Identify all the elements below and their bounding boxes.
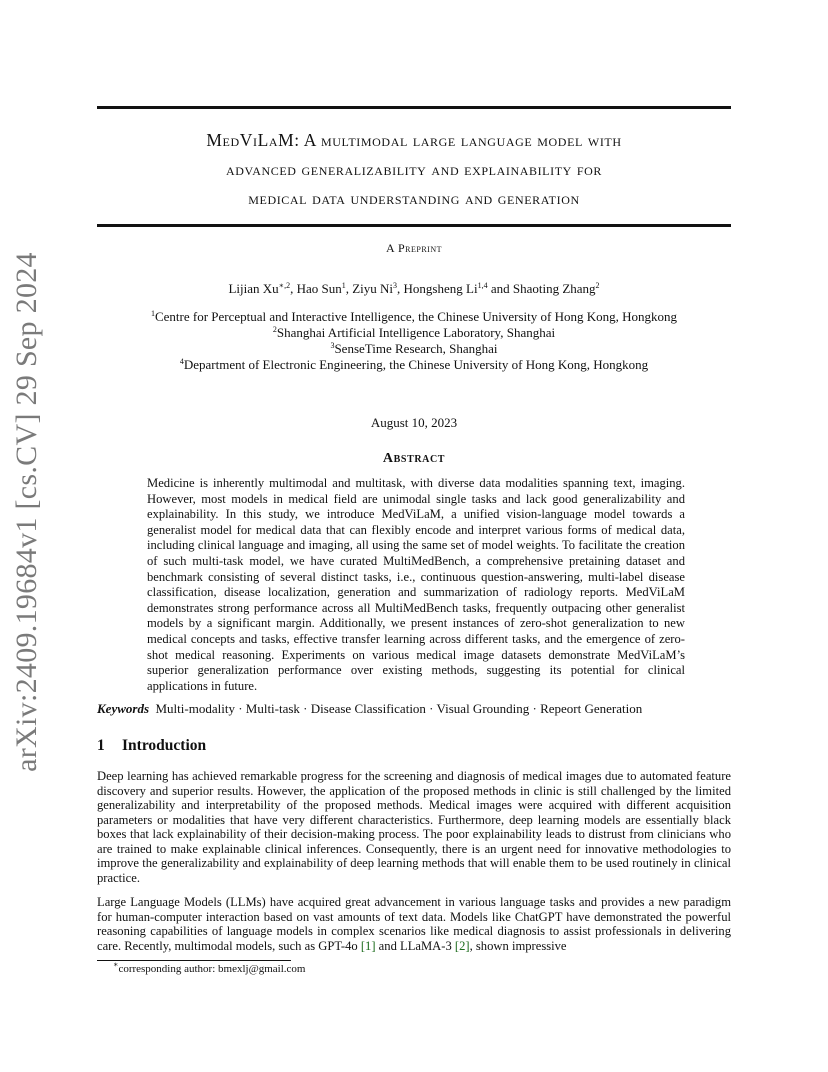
affiliation-mark: 1 bbox=[150, 309, 155, 318]
author-affiliation-mark: 3 bbox=[393, 281, 398, 290]
author-affiliation-mark: 2 bbox=[595, 281, 600, 290]
author-affiliation-mark: 1 bbox=[341, 281, 346, 290]
affiliation-text: SenseTime Research, Shanghai bbox=[334, 341, 498, 356]
author-separator: , bbox=[397, 281, 404, 296]
section-title: Introduction bbox=[122, 737, 207, 754]
author-list bbox=[97, 281, 731, 297]
author-name: Hao Sun bbox=[296, 281, 342, 296]
paper-title bbox=[97, 126, 731, 213]
affiliation-text: Centre for Perceptual and Interactive Intelligence, the Chinese University of Hong Kong, Hongkong bbox=[154, 309, 677, 324]
affiliation bbox=[97, 309, 731, 325]
affiliation bbox=[97, 325, 731, 341]
citation-link[interactable]: [2] bbox=[454, 938, 470, 953]
affiliation-mark: 4 bbox=[179, 357, 184, 366]
affiliation bbox=[97, 341, 731, 357]
author-separator: , bbox=[345, 281, 353, 296]
affiliation-list bbox=[97, 309, 731, 373]
author-name: Ziyu Ni bbox=[352, 281, 394, 296]
section-number: 1 bbox=[97, 737, 105, 754]
author-affiliation-mark: 1,4 bbox=[477, 281, 488, 290]
keywords-label: Keywords bbox=[97, 701, 149, 716]
author-name: Hongsheng Li bbox=[403, 281, 478, 296]
title-rule-top bbox=[97, 106, 731, 109]
author-separator: and bbox=[487, 281, 513, 296]
keywords bbox=[97, 701, 737, 717]
keywords-text: Multi-modality · Multi-task · Disease Classification · Visual Grounding · Repeort Generation bbox=[155, 701, 643, 716]
author-name: Lijian Xu bbox=[228, 281, 279, 296]
affiliation-mark: 2 bbox=[272, 325, 277, 334]
paragraph-text: , shown impressive bbox=[469, 938, 567, 953]
title-line: medical data understanding and generation bbox=[248, 188, 580, 208]
affiliation bbox=[97, 357, 731, 373]
author-name: Shaoting Zhang bbox=[512, 281, 596, 296]
author-separator: , bbox=[290, 281, 297, 296]
footnote-rule bbox=[97, 960, 291, 961]
affiliation-mark: 3 bbox=[330, 341, 335, 350]
abstract-text: Medicine is inherently multimodal and multitask, with diverse data modalities spanning text, imaging. However, most models in medical field are unimodal single tasks and lack good generalizability and explainability. In this study, we introduce MedViLaM, a unified vision-language model towards a generalist model for medical data that can flexibly encode and interpret various forms of medical data, including clinical language and imaging, all using the same set of model weights. To facilitate the creation of such multi-task model, we have curated MultiMedBench, a comprehensive pretaining dataset and benchmark consisting of several distinct tasks, i.e., continuous question-answering, multi-label disease classification, disease localization, generation and summarization of radiology reports. MedViLaM demonstrates strong performance across all MultiMedBench tasks, frequently outpacing other generalist models by a significant margin. Additionally, we present instances of zero-shot generalization to new medical concepts and tasks, effective transfer learning across different tasks, and the emergence of zero-shot medical reasoning. Experiments on various medical image datasets demonstrate MedViLaM’s superior generalization performance over existing methods, suggesting its potential for clinical applications in future. bbox=[147, 476, 685, 693]
footnote bbox=[113, 960, 306, 975]
paragraph-text: and LLaMA-3 bbox=[375, 938, 455, 953]
title-rule-bottom bbox=[97, 224, 731, 227]
paper-date: August 10, 2023 bbox=[370, 415, 458, 430]
arxiv-identifier: arXiv:2409.19684v1 [cs.CV] 29 Sep 2024 bbox=[10, 252, 43, 772]
footnote-text: corresponding author: bmexlj@gmail.com bbox=[118, 963, 306, 975]
footnote-mark: ∗ bbox=[113, 960, 119, 969]
title-line: MedViLaM: A multimodal large language model with bbox=[206, 130, 622, 150]
affiliation-text: Shanghai Artificial Intelligence Laboratory, Shanghai bbox=[276, 325, 556, 340]
intro-paragraph: Deep learning has achieved remarkable progress for the screening and diagnosis of medical images due to automated feature discovery and superior results. However, the application of the proposed methods in clinic is still challenged by the limited generalizability and interpretability of the proposed methods. Medical images were acquired with different acquisition parameters or modalities that have very different characteristics. Furthermore, deep learning models are essentially black boxes that lack explainability of their decision-making process. The poor explainability leads to distrust from clinicians who are trained to make explainable clinical inferences. Consequently, there is an urgent need for innovative methodologies to improve the generalizability and explainability of deep learning methods that will enable them to be used routinely in clinical practice. bbox=[97, 769, 731, 885]
abstract-heading: Abstract bbox=[382, 451, 446, 466]
paragraph-text: Large Language Models (LLMs) have acquired great advancement in various language tasks and provides a new paradigm for human-computer interaction based on vast amounts of text data. Models like ChatGPT have demonstrated the powerful reasoning capabilities of language models in complex scenarios like medical diagnosis to assist professionals in delivering care. Recently, multimodal models, such as GPT-4o bbox=[97, 895, 731, 953]
intro-paragraph bbox=[97, 895, 731, 953]
author-affiliation-mark: ∗,2 bbox=[278, 281, 291, 290]
section-heading bbox=[97, 737, 206, 755]
citation-link[interactable]: [1] bbox=[360, 938, 376, 953]
title-line: advanced generalizability and explainability for bbox=[225, 159, 603, 179]
preprint-label: A Preprint bbox=[385, 241, 442, 255]
affiliation-text: Department of Electronic Engineering, the Chinese University of Hong Kong, Hongkong bbox=[183, 357, 649, 372]
